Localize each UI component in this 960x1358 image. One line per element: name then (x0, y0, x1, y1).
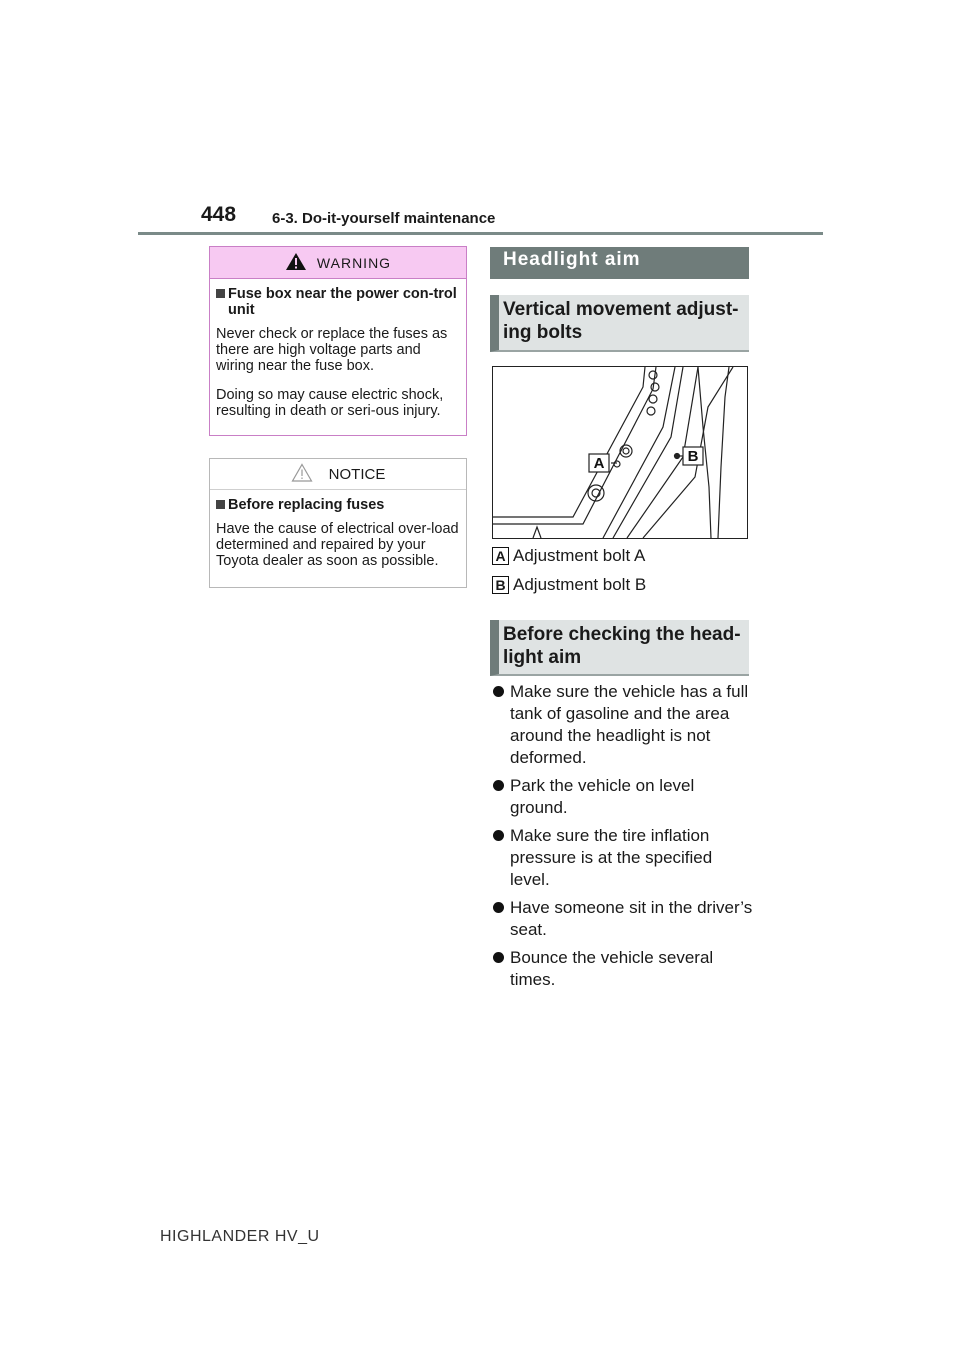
section-heading: Headlight aim (490, 247, 749, 279)
warning-item-text: Fuse box near the power con-trol unit (228, 286, 457, 318)
footer-model: HIGHLANDER HV_U (160, 1228, 320, 1245)
notice-paragraph: Have the cause of electrical over-load determined and repaired by your Toyota dealer as soon as possible. (216, 521, 459, 569)
warning-title: WARNING (316, 254, 392, 271)
section-title: 6-3. Do-it-yourself maintenance (272, 210, 496, 227)
warning-paragraph: Doing so may cause electric shock, resulting in death or seri-ous injury. (216, 387, 444, 419)
header-rule (138, 232, 823, 235)
warning-triangle-icon (285, 252, 307, 274)
list-item: Bounce the vehicle several times. (492, 947, 754, 991)
notice-item-text: Before replacing fuses (228, 497, 385, 513)
notice-title: NOTICE (328, 465, 386, 483)
legend-item (492, 546, 645, 566)
notice-box (209, 458, 467, 588)
legend-key-a: A (492, 547, 509, 565)
legend-text: Adjustment bolt B (513, 575, 647, 594)
warning-paragraph: Never check or replace the fuses as there are high voltage parts and wiring near the fuse box. (216, 326, 448, 374)
warning-item (216, 286, 460, 318)
page-number: 448 (201, 203, 237, 226)
legend-key-b: B (492, 576, 509, 594)
subheading-adjusting-bolts: Vertical movement adjust-ing bolts (490, 295, 749, 352)
headlight-figure (492, 366, 748, 539)
warning-box (209, 246, 467, 436)
notice-header (210, 459, 466, 490)
list-item: Have someone sit in the driver’s seat. (492, 897, 754, 941)
figure-label-b: B (687, 448, 699, 465)
figure-label-a: A (593, 455, 605, 472)
square-bullet-icon (216, 289, 225, 298)
notice-triangle-icon (291, 463, 313, 486)
legend-text: Adjustment bolt A (513, 546, 646, 565)
subheading-before-checking: Before checking the head-light aim (490, 620, 749, 676)
notice-item (216, 497, 460, 513)
checklist (492, 681, 754, 997)
list-item: Park the vehicle on level ground. (492, 775, 754, 819)
legend-item (492, 575, 646, 595)
square-bullet-icon (216, 500, 225, 509)
headlight-illustration (493, 367, 747, 538)
warning-header (210, 247, 466, 279)
list-item: Make sure the vehicle has a full tank of gasoline and the area around the headlight is not deformed. (492, 681, 754, 769)
list-item: Make sure the tire inflation pressure is at the specified level. (492, 825, 754, 891)
